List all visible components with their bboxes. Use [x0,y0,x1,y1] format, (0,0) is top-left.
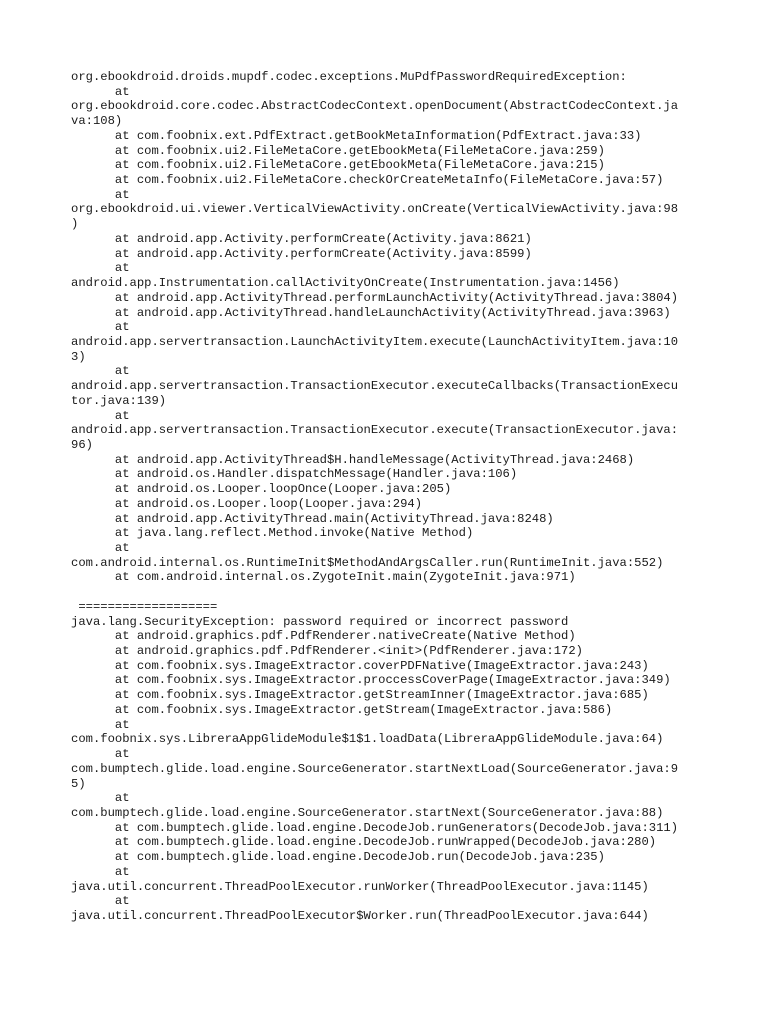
log-line: android.app.servertransaction.TransactionExecutor.execute(TransactionExecutor.java: [71,423,679,438]
log-line: va:108) [71,114,123,129]
log-line: java.lang.SecurityException: password required or incorrect password [71,614,569,629]
log-line: 5) [71,776,86,791]
log-line: at com.foobnix.ext.PdfExtract.getBookMetaInformation(PdfExtract.java:33) [71,128,642,143]
log-line: at android.os.Looper.loopOnce(Looper.java:205) [71,482,452,497]
log-line: 3) [71,349,86,364]
log-line: at android.app.Activity.performCreate(Activity.java:8621) [71,231,532,246]
log-line: at com.bumptech.glide.load.engine.DecodeJob.runWrapped(DecodeJob.java:280) [71,835,657,850]
log-line: ) [71,217,79,232]
log-line: at android.os.Looper.loop(Looper.java:294) [71,496,423,511]
log-line: at com.foobnix.sys.ImageExtractor.proccessCoverPage(ImageExtractor.java:349) [71,673,671,688]
stack-trace-text [71,70,711,924]
log-line: android.app.servertransaction.TransactionExecutor.executeCallbacks(TransactionExecu [71,379,679,394]
log-line: =================== [71,599,218,614]
log-line: at com.foobnix.sys.ImageExtractor.coverPDFNative(ImageExtractor.java:243) [71,658,649,673]
log-line: at android.app.ActivityThread$H.handleMessage(ActivityThread.java:2468) [71,452,635,467]
log-line: org.ebookdroid.droids.mupdf.codec.exceptions.MuPdfPasswordRequiredException: [71,70,627,84]
log-line: at [71,747,130,762]
log-line: at android.os.Handler.dispatchMessage(Handler.java:106) [71,467,518,482]
log-line: at java.lang.reflect.Method.invoke(Native Method) [71,526,474,541]
log-line: at com.foobnix.ui2.FileMetaCore.checkOrCreateMetaInfo(FileMetaCore.java:57) [71,173,664,188]
log-line: com.foobnix.sys.LibreraAppGlideModule$1$1.loadData(LibreraAppGlideModule.java:64) [71,732,664,747]
log-line: at android.app.ActivityThread.handleLaunchActivity(ActivityThread.java:3963) [71,305,671,320]
log-line: at [71,791,130,806]
log-line [71,585,711,600]
log-line: java.util.concurrent.ThreadPoolExecutor$Worker.run(ThreadPoolExecutor.java:644) [71,908,649,923]
log-line: at com.android.internal.os.ZygoteInit.main(ZygoteInit.java:971) [71,570,576,585]
log-line: at com.foobnix.sys.ImageExtractor.getStream(ImageExtractor.java:586) [71,702,613,717]
log-line: at [71,541,130,555]
log-line: at [71,894,130,909]
log-line: android.app.Instrumentation.callActivityOnCreate(Instrumentation.java:1456) [71,276,620,291]
log-line: at android.graphics.pdf.PdfRenderer.nativeCreate(Native Method) [71,629,576,644]
log-line: com.bumptech.glide.load.engine.SourceGenerator.startNextLoad(SourceGenerator.java:9 [71,761,679,776]
log-line: at android.app.ActivityThread.main(ActivityThread.java:8248) [71,511,554,526]
log-line: at [71,261,130,276]
log-line: org.ebookdroid.core.codec.AbstractCodecContext.openDocument(AbstractCodecContext.ja [71,99,679,114]
log-line: at [71,408,130,423]
log-line: at [71,84,130,99]
log-line: 96) [71,437,93,452]
log-line: at com.foobnix.ui2.FileMetaCore.getEbookMeta(FileMetaCore.java:215) [71,158,605,173]
log-line: at com.bumptech.glide.load.engine.DecodeJob.runGenerators(DecodeJob.java:311) [71,820,679,835]
log-line: at android.app.Activity.performCreate(Activity.java:8599) [71,246,532,261]
log-line: at com.foobnix.ui2.FileMetaCore.getEbookMeta(FileMetaCore.java:259) [71,143,605,158]
log-line: android.app.servertransaction.LaunchActivityItem.execute(LaunchActivityItem.java:10 [71,334,679,349]
log-line: com.bumptech.glide.load.engine.SourceGenerator.startNext(SourceGenerator.java:88) [71,805,664,820]
log-line: at com.bumptech.glide.load.engine.DecodeJob.run(DecodeJob.java:235) [71,850,605,865]
log-line: org.ebookdroid.ui.viewer.VerticalViewActivity.onCreate(VerticalViewActivity.java:98 [71,202,679,217]
log-line: at [71,320,130,335]
log-line: at android.app.ActivityThread.performLaunchActivity(ActivityThread.java:3804) [71,290,679,305]
log-line: com.android.internal.os.RuntimeInit$MethodAndArgsCaller.run(RuntimeInit.java:552) [71,555,664,570]
log-line: java.util.concurrent.ThreadPoolExecutor.runWorker(ThreadPoolExecutor.java:1145) [71,879,649,894]
log-line: at [71,364,130,379]
log-line: at [71,864,130,879]
log-line: at [71,187,130,202]
log-line: at [71,717,130,732]
log-line: tor.java:139) [71,393,167,408]
log-line: at com.foobnix.sys.ImageExtractor.getStreamInner(ImageExtractor.java:685) [71,688,649,703]
log-line: at android.graphics.pdf.PdfRenderer.<init>(PdfRenderer.java:172) [71,644,583,659]
